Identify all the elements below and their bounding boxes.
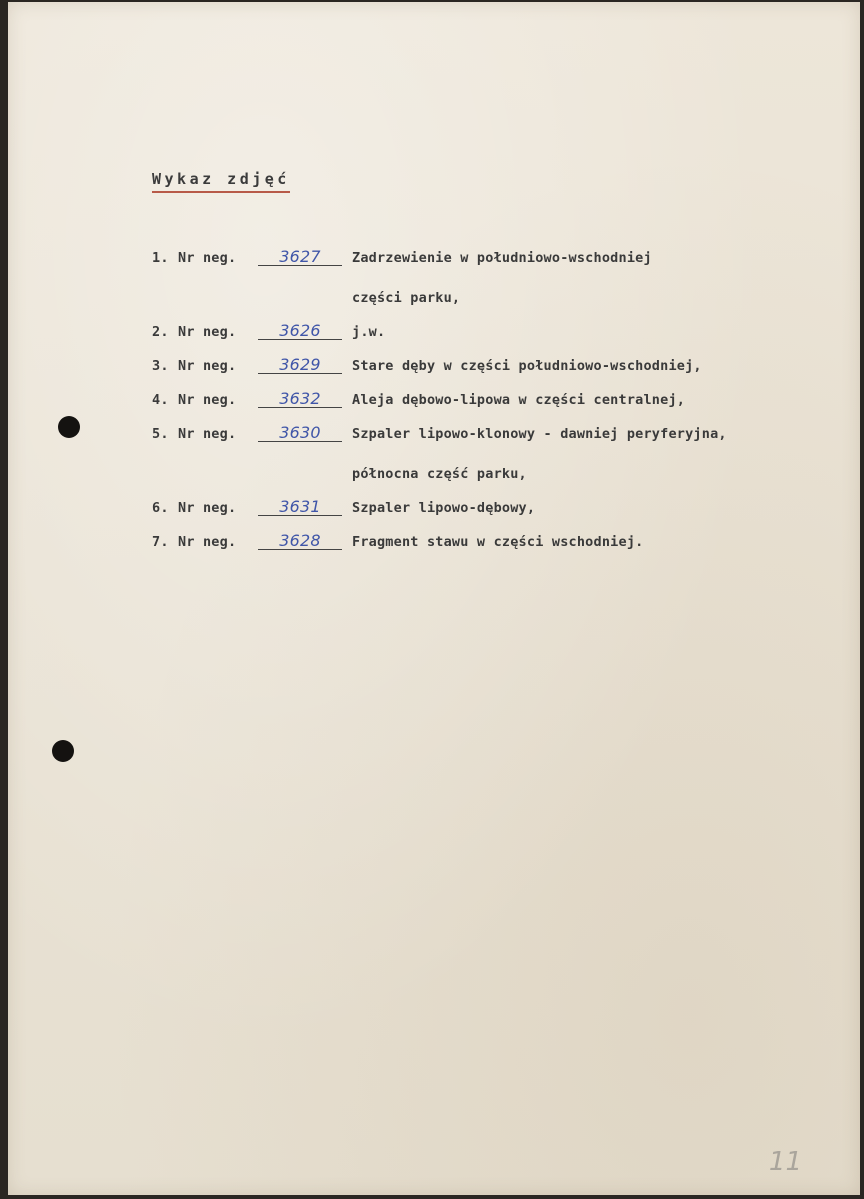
entry-description [352,248,842,308]
photo-list [152,248,842,566]
entry-description [352,532,842,552]
negative-number: 3626 [258,322,342,340]
description-line: Szpaler lipowo-klonowy - dawniej peryferyjna, [352,426,727,442]
entry-number: 5. [152,426,169,442]
description-line: Aleja dębowo-lipowa w części centralnej, [352,392,686,408]
punch-hole [58,416,80,438]
description-line: Fragment stawu w części wschodniej. [352,534,644,550]
entry-description [352,356,842,376]
list-item [152,498,842,518]
punch-hole [52,740,74,762]
negative-label: Nr neg. [178,324,237,340]
negative-number: 3630 [258,424,342,442]
negative-label: Nr neg. [178,534,237,550]
page-title: Wykaz zdjęć [152,170,290,193]
document-page [8,2,860,1195]
entry-description [352,424,842,484]
list-item [152,322,842,342]
entry-description [352,322,842,342]
entry-number: 1. [152,250,169,266]
negative-label: Nr neg. [178,500,237,516]
entry-description [352,498,842,518]
entry-number: 3. [152,358,169,374]
list-item [152,390,842,410]
list-item [152,248,842,308]
list-item [152,356,842,376]
entry-number: 4. [152,392,169,408]
list-item [152,532,842,552]
negative-number: 3629 [258,356,342,374]
description-line: j.w. [352,324,386,340]
negative-label: Nr neg. [178,426,237,442]
page-number: 11 [768,1147,802,1177]
description-line: Stare dęby w części południowo-wschodniej, [352,358,702,374]
description-line: części parku, [352,290,461,306]
entry-description [352,390,842,410]
description-line: Szpaler lipowo-dębowy, [352,500,536,516]
list-item [152,424,842,484]
negative-number: 3628 [258,532,342,550]
negative-number: 3627 [258,248,342,266]
description-line: Zadrzewienie w południowo-wschodniej [352,250,652,266]
negative-label: Nr neg. [178,250,237,266]
negative-label: Nr neg. [178,392,237,408]
entry-number: 7. [152,534,169,550]
entry-number: 6. [152,500,169,516]
description-line: północna część parku, [352,466,527,482]
negative-label: Nr neg. [178,358,237,374]
entry-number: 2. [152,324,169,340]
negative-number: 3631 [258,498,342,516]
negative-number: 3632 [258,390,342,408]
